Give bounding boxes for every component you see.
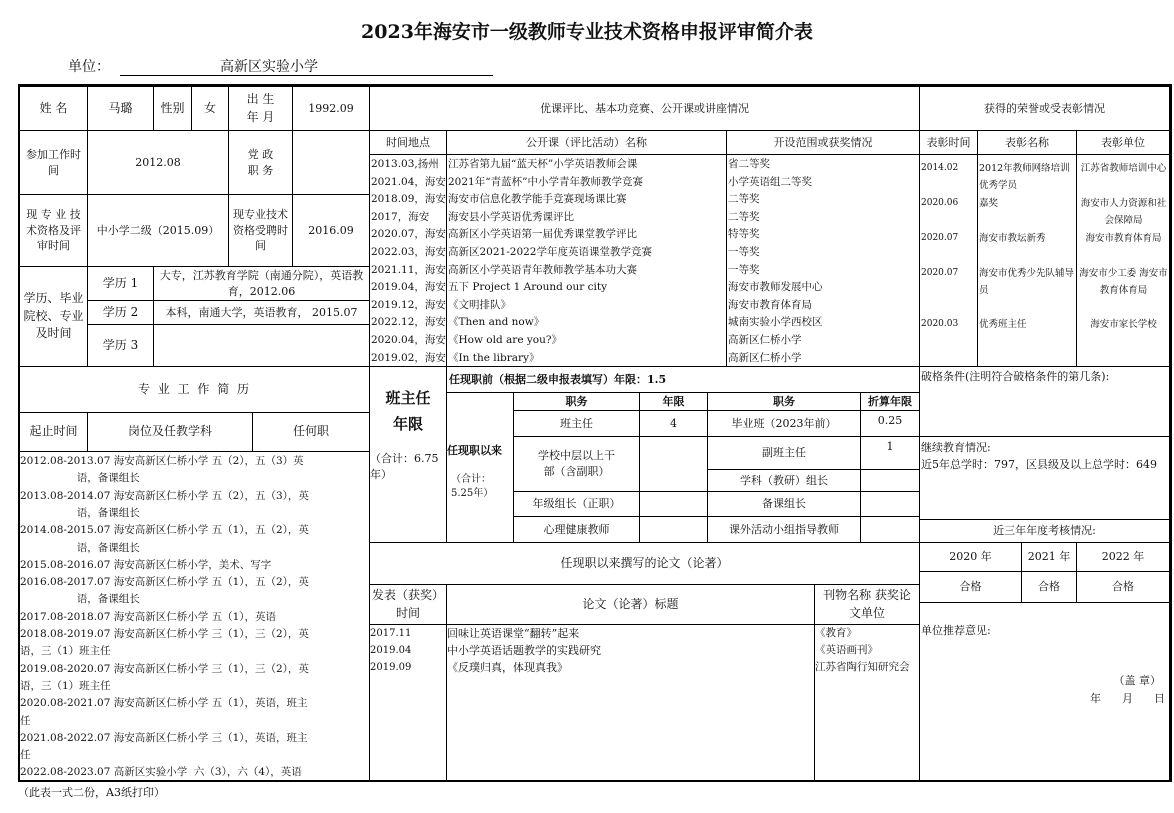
paper-journal: 《英语画刊》 — [815, 644, 878, 656]
assessment-year-2020: 2020 年 — [920, 543, 1022, 572]
work-start-value: 2012.08 — [88, 131, 229, 195]
honors-header-unit: 表彰单位 — [1077, 131, 1170, 155]
career-line: 语，三（1）班主任 — [20, 645, 111, 658]
career-line: 2020.08-2021.07 海安高新区仁桥小学 五（1），英语，班主 — [20, 697, 308, 710]
honors-col-time — [920, 155, 978, 367]
course-name: 高新区小学英语青年教师教学基本功大赛 — [448, 263, 637, 276]
career-header-post: 岗位及任教学科 — [88, 413, 253, 452]
course-name: 海安市信息化教学能手竞赛现场课比赛 — [448, 193, 627, 206]
hire-value: 2016.09 — [293, 195, 370, 267]
honor-name: 优秀班主任 — [979, 319, 1027, 330]
papers-title: 任现职以来撰写的论文（论著） — [370, 543, 920, 585]
career-header-period: 起止时间 — [20, 413, 88, 452]
duty-headteacher: 班主任 — [514, 411, 640, 437]
papers-col-date — [370, 625, 447, 782]
assessment-title: 近三年年度考核情况: — [920, 520, 1170, 543]
papers-header-title: 论文（论著）标题 — [447, 585, 815, 625]
middle-management-years — [640, 437, 708, 492]
paper-date: 2019.09 — [370, 662, 412, 673]
duty-header-1: 职务 — [514, 393, 640, 411]
career-line: 语，三（1）班主任 — [20, 679, 111, 692]
papers-header-journal: 刊物名称 获奖论文单位 — [815, 585, 920, 625]
seal-label: （盖 章） — [1113, 674, 1161, 687]
assessment-result-2021: 合格 — [1022, 572, 1077, 603]
duty-psych-teacher: 心理健康教师 — [514, 517, 640, 543]
edu3-label: 学历 3 — [88, 325, 154, 367]
career-line: 2015.08-2016.07 海安高新区仁桥小学，美术、写字 — [20, 558, 272, 571]
courses-header-result: 开设范围或获奖情况 — [727, 131, 920, 155]
career-header-role: 任何职 — [253, 413, 370, 452]
course-name: 江苏省第九届“蓝天杯”小学英语教师会课 — [448, 158, 638, 170]
career-line: 2022.08-2023.07 高新区实验小学 六（3），六（4），英语 — [20, 766, 302, 779]
duty-middle-management: 学校中层以上干部（含副职） — [514, 437, 640, 492]
unit-value: 高新区实验小学 — [120, 56, 493, 76]
course-name: 高新区2021-2022学年度英语课堂教学竞赛 — [448, 246, 652, 258]
honor-date: 2020.06 — [921, 198, 959, 208]
papers-col-journal — [815, 625, 920, 782]
papers-header-date: 发表（获奖）时间 — [370, 585, 447, 625]
career-line: 2021.08-2022.07 海安高新区仁桥小学 三（1），英语，班主 — [20, 731, 308, 744]
course-time: 2021.11，海安 — [371, 263, 446, 276]
since-current-cell — [447, 393, 514, 543]
course-name: 《文明排队》 — [448, 298, 511, 311]
gender-value: 女 — [192, 87, 229, 131]
edu1-label: 学历 1 — [88, 267, 154, 301]
graduating-class-years: 0.25 — [861, 411, 920, 437]
page-title: 2023年海安市一级教师专业技术资格申报评审简介表 — [361, 21, 813, 43]
career-line: 任 — [20, 749, 31, 762]
honors-col-unit — [1077, 155, 1170, 367]
course-result: 城南实验小学西校区 — [728, 316, 823, 329]
qualification-value: 中小学二级（2015.09） — [88, 195, 229, 267]
paper-journal: 江苏省陶行知研究会 — [815, 661, 910, 673]
years-header-1: 年限 — [640, 393, 708, 411]
years-label: 年限 — [392, 415, 423, 433]
course-name: 《In the library》 — [448, 351, 540, 364]
honor-date: 2020.07 — [921, 268, 959, 278]
course-time: 2022.12，海安 — [371, 316, 446, 329]
honor-name: 2012年教师网络培训优秀学员 — [979, 163, 1070, 191]
duty-lesson-prep-leader: 备课组长 — [708, 492, 861, 517]
headteacher-total: （合计：6.75年） — [370, 452, 439, 481]
course-name: 2021年“青蓝杯”中小学青年教师教学竞赛 — [448, 175, 643, 188]
course-name: 高新区小学英语第一届优秀课堂教学评比 — [448, 228, 637, 241]
vice-headteacher-years: 1 — [861, 437, 920, 470]
course-time: 2021.04，海安 — [371, 175, 446, 188]
unit-label: 单位： — [68, 59, 110, 75]
course-time: 2022.03，海安 — [371, 246, 446, 258]
course-result: 海安市教师发展中心 — [728, 281, 823, 294]
grade-leader-years — [640, 492, 708, 517]
continuing-education-label: 继续教育情况: — [921, 441, 991, 454]
papers-col-title — [447, 625, 815, 782]
course-name: 《How old are you?》 — [448, 334, 563, 346]
honors-header-name: 表彰名称 — [978, 131, 1077, 155]
paper-title: 《反璞归真，体现真我》 — [447, 661, 568, 674]
activity-advisor-years — [861, 517, 920, 543]
course-result: 高新区仁桥小学 — [728, 334, 802, 346]
paper-title: 回味让英语课堂“翻转”起来 — [447, 627, 580, 640]
duty-graduating-class: 毕业班（2023年前） — [708, 411, 861, 437]
date-label: 年 月 日 — [1090, 692, 1165, 705]
honors-header-time: 表彰时间 — [920, 131, 978, 155]
headteacher-years-cell — [370, 367, 447, 543]
course-time: 2017，海安 — [371, 210, 430, 223]
honor-date: 2014.02 — [921, 163, 959, 173]
course-result: 二等奖 — [728, 210, 760, 223]
course-result: 省二等奖 — [728, 158, 770, 170]
party-value — [293, 131, 370, 195]
edu1-value: 大专，江苏教育学院（南通分院），英语教育，2012.06 — [154, 267, 370, 301]
edu2-label: 学历 2 — [88, 301, 154, 325]
edu3-value — [154, 325, 370, 367]
course-result: 特等奖 — [728, 228, 760, 241]
lesson-prep-years — [861, 492, 920, 517]
name-label: 姓 名 — [20, 87, 88, 131]
assessment-year-2021: 2021 年 — [1022, 543, 1077, 572]
duty-vice-headteacher: 副班主任 — [708, 437, 861, 470]
course-time: 2019.02，海安 — [371, 351, 446, 364]
honor-unit: 海安市人力资源和社会保障局 — [1080, 198, 1167, 226]
courses-header-time: 时间地点 — [370, 131, 447, 155]
honor-unit: 江苏省教师培训中心 — [1080, 163, 1167, 174]
course-result: 高新区仁桥小学 — [728, 351, 802, 364]
honor-unit: 海安市少工委 海安市教育体育局 — [1079, 268, 1168, 296]
course-result: 一等奖 — [728, 263, 760, 276]
birth-value: 1992.09 — [293, 87, 370, 131]
paper-title: 中小学英语话题教学的实践研究 — [447, 644, 601, 657]
honor-unit: 海安市教育体育局 — [1085, 233, 1162, 244]
course-name: 海安县小学英语优秀课评比 — [448, 210, 574, 223]
career-line: 语，备课组长 — [20, 541, 140, 554]
career-line: 2014.08-2015.07 海安高新区仁桥小学 五（1），五（2），英 — [20, 524, 309, 537]
assessment-year-2022: 2022 年 — [1077, 543, 1170, 572]
duty-activity-advisor: 课外活动小组指导教师 — [708, 517, 861, 543]
career-line: 语，备课组长 — [20, 472, 140, 485]
work-start-label: 参加工作时间 — [20, 131, 88, 195]
headteacher-label: 班主任 — [385, 389, 431, 407]
since-current-label: 任现职以来 — [447, 444, 502, 457]
edu2-value: 本科，南通大学，英语教育， 2015.07 — [154, 301, 370, 325]
paper-journal: 《教育》 — [815, 627, 857, 639]
honors-title: 获得的荣誉或受表彰情况 — [920, 87, 1170, 131]
course-result: 小学英语组二等奖 — [728, 175, 812, 188]
paper-date: 2017.11 — [370, 628, 412, 639]
course-time: 2019.04，海安 — [371, 281, 446, 294]
birth-label: 出 生 年 月 — [229, 87, 293, 131]
honor-date: 2020.03 — [921, 319, 959, 329]
breakthrough-conditions: 破格条件(注明符合破格条件的第几条): — [920, 367, 1170, 437]
subject-leader-years — [861, 470, 920, 492]
continuing-education-cell — [920, 437, 1170, 520]
courses-title: 优课评比、基本功竞赛、公开课或讲座情况 — [370, 87, 920, 131]
course-time: 2019.12，海安 — [371, 298, 446, 311]
course-time: 2018.09，海安 — [371, 193, 446, 206]
psych-teacher-years — [640, 517, 708, 543]
course-name: 五下 Project 1 Around our city — [448, 281, 608, 294]
recommendation-label: 单位推荐意见: — [921, 624, 991, 637]
since-current-total: （合计：5.25年） — [451, 473, 494, 500]
name-value: 马璐 — [88, 87, 154, 131]
career-line: 任 — [20, 714, 31, 727]
honor-unit: 海安市家长学校 — [1090, 319, 1157, 330]
recommendation-cell — [920, 603, 1170, 782]
duty-grade-leader: 年级组长（正职） — [514, 492, 640, 517]
gender-label: 性别 — [154, 87, 192, 131]
career-line: 2018.08-2019.07 海安高新区仁桥小学 三（1），三（2），英 — [20, 628, 309, 640]
career-line: 2016.08-2017.07 海安高新区仁桥小学 五（1），五（2），英 — [20, 576, 309, 589]
career-line: 语，备课组长 — [20, 506, 140, 519]
course-result: 一等奖 — [728, 246, 760, 258]
honor-date: 2020.07 — [921, 233, 959, 243]
party-label: 党 政 职 务 — [229, 131, 293, 195]
course-result: 海安市教育体育局 — [728, 298, 812, 311]
course-time: 2013.03,扬州 — [371, 158, 439, 170]
career-line: 2017.08-2018.07 海安高新区仁桥小学 五（1），英语 — [20, 610, 276, 623]
course-result: 二等奖 — [728, 193, 760, 206]
headteacher-years: 4 — [640, 411, 708, 437]
assessment-result-2022: 合格 — [1077, 572, 1170, 603]
qualification-label: 现 专 业 技术资格及评审时间 — [20, 195, 88, 267]
career-line: 2013.08-2014.07 海安高新区仁桥小学 五（2），五（3），英 — [20, 489, 309, 502]
career-line: 语，备课组长 — [20, 593, 140, 606]
courses-header-name: 公开课（评比活动）名称 — [447, 131, 727, 155]
course-name: 《Then and now》 — [448, 316, 545, 329]
paper-date: 2019.04 — [370, 645, 412, 656]
duty-header-2: 职务 — [708, 393, 861, 411]
before-current-years: 任现职前（根据二级申报表填写）年限：1.5 — [447, 367, 920, 393]
duty-subject-leader: 学科（教研）组长 — [708, 470, 861, 492]
career-title: 专 业 工 作 简 历 — [20, 367, 370, 413]
converted-years-header: 折算年限 — [861, 393, 920, 411]
education-label: 学历、毕业院校、专业及时间 — [20, 267, 88, 367]
hire-label: 现专业技术资格受聘时间 — [229, 195, 293, 267]
honor-name: 嘉奖 — [979, 198, 999, 209]
course-time: 2020.04，海安 — [371, 334, 446, 346]
course-time: 2020.07，海安 — [371, 228, 446, 241]
career-line: 2012.08-2013.07 海安高新区仁桥小学 五（2），五（3）英 — [20, 455, 304, 467]
continuing-education-value: 近5年总学时：797，区县级及以上总学时：649 — [921, 458, 1157, 471]
honor-name: 海安市教坛新秀 — [979, 233, 1046, 244]
honor-name: 海安市优秀少先队辅导员 — [979, 268, 1075, 296]
career-line: 2019.08-2020.07 海安高新区仁桥小学 三（1），三（2），英 — [20, 662, 309, 675]
assessment-result-2020: 合格 — [920, 572, 1022, 603]
footnote: （此表一式二份，A3纸打印） — [18, 786, 165, 799]
